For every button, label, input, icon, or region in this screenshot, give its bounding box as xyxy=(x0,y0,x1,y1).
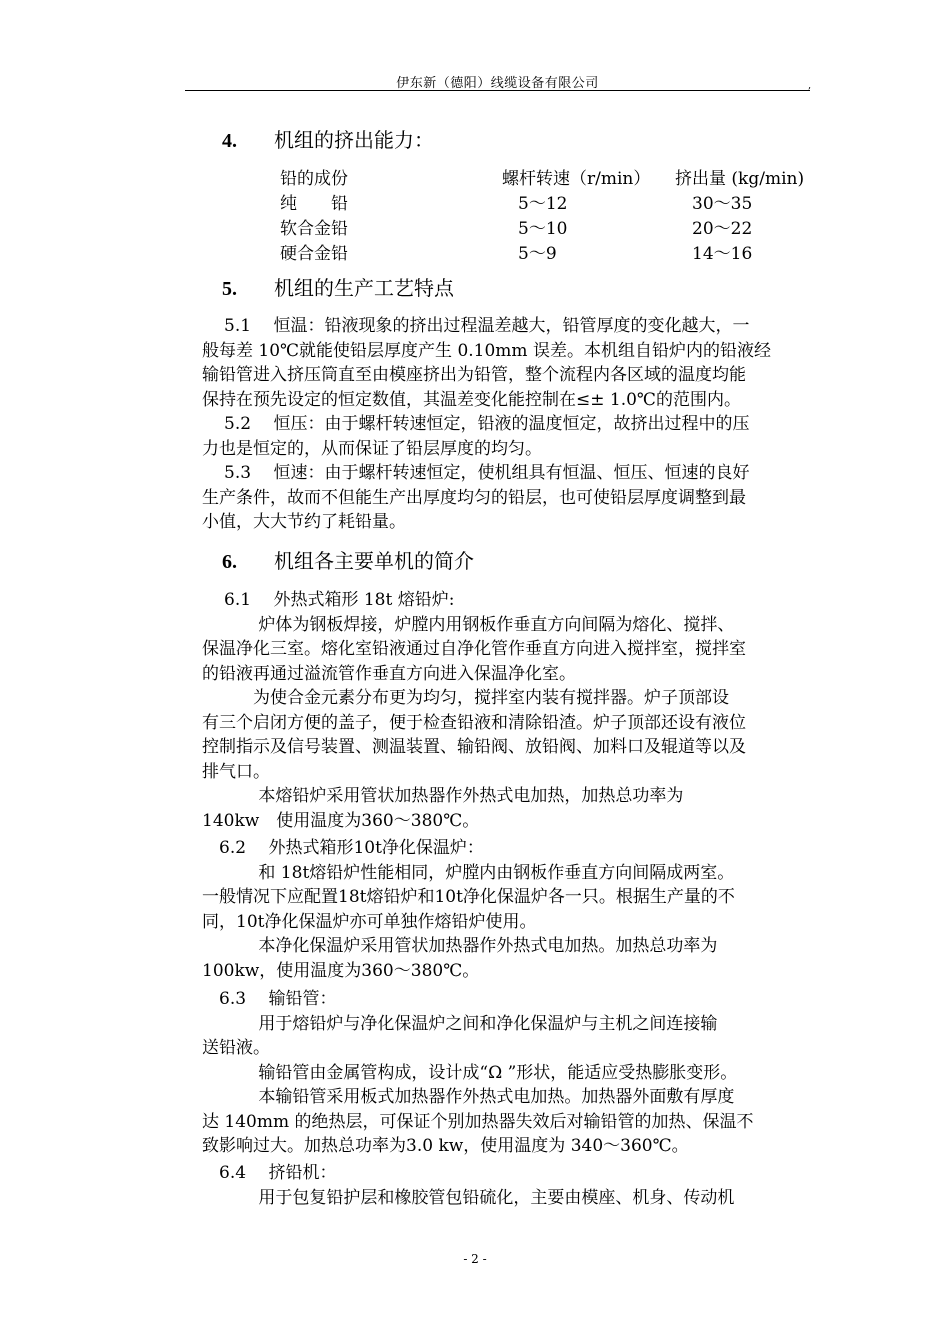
text-line: 6.1 外热式箱形 18t 熔铅炉: xyxy=(224,590,455,610)
text-line: 小值，大大节约了耗铅量。 xyxy=(202,512,406,532)
section-4-title: 机组的挤出能力： xyxy=(274,128,434,152)
text-line: 5.3 恒速：由于螺杆转速恒定，使机组具有恒温、恒压、恒速的良好 xyxy=(224,463,750,483)
table-cell: 14～16 xyxy=(692,244,753,264)
text-line: 送铅液。 xyxy=(202,1038,270,1058)
table-cell: 20～22 xyxy=(692,219,753,239)
text-line: 用于包复铅护层和橡胶管包铅硫化，主要由模座、机身、传动机 xyxy=(202,1187,735,1208)
paragraph-6-3 xyxy=(202,987,822,1159)
text-line: 保持在预先设定的恒定数值，其温差变化能控制在≤± 1.0℃的范围内。 xyxy=(202,389,741,410)
table-cell: 软合金铅 xyxy=(280,219,348,239)
section-5-title: 机组的生产工艺特点 xyxy=(274,276,454,300)
text-line: 本输铅管采用板式加热器作外热式电加热。加热器外面敷有厚度 xyxy=(202,1087,735,1107)
text-line: 5.2 恒压：由于螺杆转速恒定，铅液的温度恒定，故挤出过程中的压 xyxy=(224,414,750,434)
page-header-company: 伊东新（德阳）线缆设备有限公司 xyxy=(396,76,599,91)
text-line: 输铅管进入挤压筒直至由模座挤出为铅管，整个流程内各区域的温度均能 xyxy=(202,365,746,385)
text-line: 140kw 使用温度为360～380℃。 xyxy=(202,810,480,831)
text-line: 6.2 外热式箱形10t净化保温炉： xyxy=(202,838,484,858)
text-line: 同，10t净化保温炉亦可单独作熔铅炉使用。 xyxy=(202,911,537,932)
table-header-cell: 螺杆转速（r/min） xyxy=(502,169,651,189)
text-line: 有三个启闭方便的盖子，便于检查铅液和清除铅渣。炉子顶部还设有液位 xyxy=(202,712,746,733)
paragraph-6-2 xyxy=(202,836,822,983)
text-line: 保温净化三室。熔化室铅液通过自净化管作垂直方向进入搅拌室，搅拌室 xyxy=(202,639,746,659)
text-line: 为使合金元素分布更为均匀，搅拌室内装有搅拌器。炉子顶部设 xyxy=(202,688,729,708)
text-line: 达 140mm 的绝热层，可保证个别加热器失效后对输铅管的加热、保温不 xyxy=(202,1111,754,1132)
text-line: 的铅液再通过溢流管作垂直方向进入保温净化室。 xyxy=(202,663,576,684)
section-4-number: 4. xyxy=(222,130,237,152)
table-cell: 30～35 xyxy=(692,194,753,214)
table-cell: 5～10 xyxy=(518,219,568,239)
paragraph-6-4 xyxy=(202,1161,822,1210)
text-line: 生产条件，故而不但能生产出厚度均匀的铅层，也可使铅层厚度调整到最 xyxy=(202,487,746,508)
text-line: 控制指示及信号装置、测温装置、输铅阀、放铅阀、加料口及辊道等以及 xyxy=(202,737,746,757)
text-line: 般每差 10℃就能使铅层厚度产生 0.10mm 误差。本机组自铅炉内的铅液经 xyxy=(202,340,771,361)
table-header-cell: 铅的成份 xyxy=(280,169,348,189)
section-5-number: 5. xyxy=(222,278,237,300)
text-line: 用于熔铅炉与净化保温炉之间和净化保温炉与主机之间连接输 xyxy=(202,1013,718,1034)
text-line: 炉体为钢板焊接，炉膛内用钢板作垂直方向间隔为熔化、搅拌、 xyxy=(202,614,735,635)
text-line: 致影响过大。加热总功率为3.0 kw，使用温度为 340～360℃。 xyxy=(202,1136,689,1156)
text-line: 6.4 挤铅机： xyxy=(202,1163,337,1183)
text-line: 5.1 恒温：铅液现象的挤出过程温差越大，铅管厚度的变化越大，一 xyxy=(224,316,750,336)
text-line: 6.3 输铅管： xyxy=(202,989,337,1009)
text-line: 本熔铅炉采用管状加热器作外热式电加热，加热总功率为 xyxy=(202,786,684,806)
paragraph-5-2 xyxy=(202,412,822,461)
table-cell: 硬合金铅 xyxy=(280,244,348,264)
text-line: 排气口。 xyxy=(202,761,270,782)
section-6-number: 6. xyxy=(222,551,237,573)
section-4-heading xyxy=(222,124,434,153)
page-number: - 2 - xyxy=(463,1252,487,1266)
paragraph-6-1 xyxy=(202,588,822,833)
text-line: 和 18t熔铅炉性能相同，炉膛内由钢板作垂直方向间隔成两室。 xyxy=(202,862,735,883)
table-header-cell: 挤出量 (kg/min) xyxy=(675,169,805,189)
section-5-heading xyxy=(222,272,454,301)
text-line: 100kw，使用温度为360～380℃。 xyxy=(202,960,480,981)
section-6-title: 机组各主要单机的简介 xyxy=(274,549,474,573)
table-cell: 5～12 xyxy=(518,194,568,214)
paragraph-5-1 xyxy=(202,314,822,412)
text-line: 力也是恒定的，从而保证了铅层厚度的均匀。 xyxy=(202,438,542,459)
text-line: 本净化保温炉采用管状加热器作外热式电加热。加热总功率为 xyxy=(202,936,718,956)
header-mark: , xyxy=(808,80,812,91)
text-line: 输铅管由金属管构成，设计成“Ω ”形状，能适应受热膨胀变形。 xyxy=(202,1062,738,1083)
text-line: 一般情况下应配置18t熔铅炉和10t净化保温炉各一只。根据生产量的不 xyxy=(202,887,735,907)
section-6-heading xyxy=(222,545,474,574)
table-cell: 纯 铅 xyxy=(280,194,348,214)
header-rule xyxy=(185,90,810,91)
table-cell: 5～9 xyxy=(518,244,557,264)
paragraph-5-3 xyxy=(202,461,822,535)
